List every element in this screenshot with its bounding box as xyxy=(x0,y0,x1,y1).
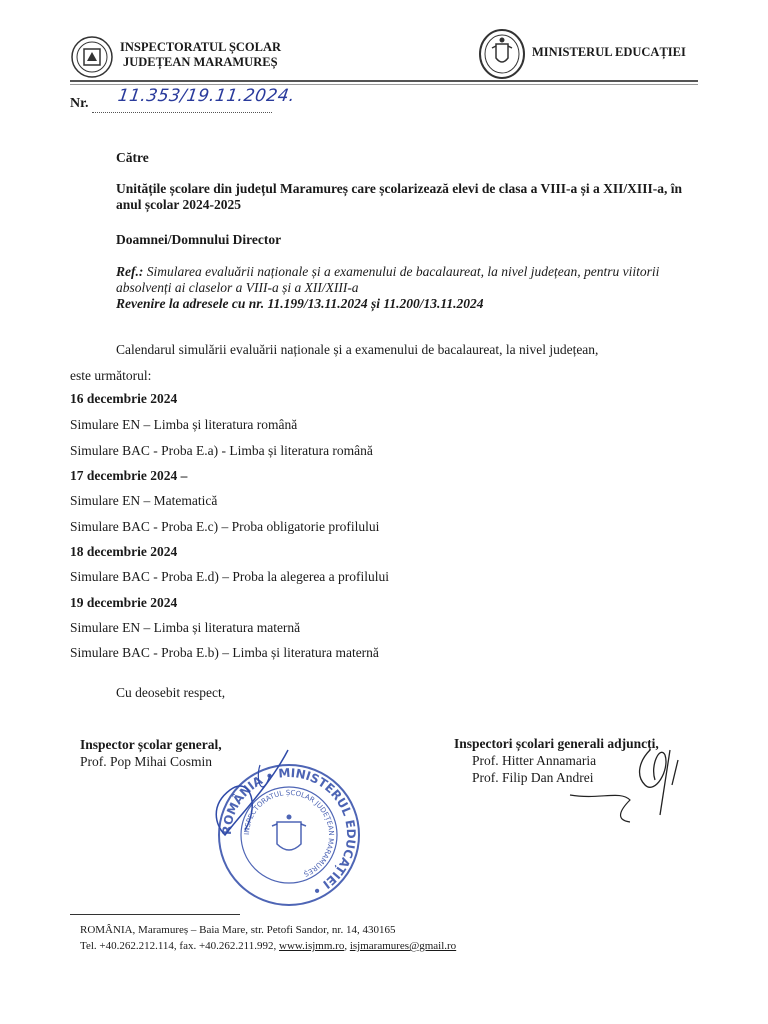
footer-separator: , xyxy=(344,940,350,952)
schedule-item: Simulare BAC - Proba E.d) – Proba la alegerea a profilului xyxy=(70,569,390,584)
intro-line2: este următorul: xyxy=(70,368,152,383)
schedule-item: Simulare BAC - Proba E.a) - Limba și literatura română xyxy=(70,443,373,458)
registration-handwritten-number: 11.353/19.11.2024. xyxy=(116,86,297,106)
schedule-item: Simulare BAC - Proba E.b) – Limba și literatura maternă xyxy=(70,645,379,660)
schedule-item: Simulare EN – Limba și literatura maternă xyxy=(70,620,301,635)
recipient-units: Unitățile școlare din județul Maramureș care școlarizează elevi de clasa a VIII-a și a XII/XIII-a, în anul școlar 2024-2025 xyxy=(116,181,682,212)
closing-text: Cu deosebit respect, xyxy=(116,685,226,700)
header-ministry: MINISTERUL EDUCAȚIEI xyxy=(532,45,686,59)
schedule-date-3: 18 decembrie 2024 xyxy=(70,544,178,559)
reference-label: Ref.: xyxy=(116,264,144,279)
isj-maramures-logo-icon xyxy=(70,35,114,79)
header-institution-line1: INSPECTORATUL ȘCOLAR xyxy=(120,40,282,54)
handwritten-signature-left xyxy=(200,745,300,845)
recipient-director: Doamnei/Domnului Director xyxy=(116,232,282,247)
intro-line1: Calendarul simulării evaluării naționale și a examenului de bacalaureat, la nivel județean, xyxy=(116,342,599,357)
stamp-outer-text: ROMÂNIA • MINISTERUL EDUCAȚIEI • xyxy=(219,765,359,899)
header-divider-thin xyxy=(70,84,698,85)
registration-label: Nr. xyxy=(70,96,89,111)
schedule-item: Simulare EN – Matematică xyxy=(70,493,218,508)
recipient-to: Către xyxy=(116,150,149,165)
schedule-item: Simulare BAC - Proba E.c) – Proba obligatorie profilului xyxy=(70,519,380,534)
footer-phone-fax: Tel. +40.262.212.114, fax. +40.262.211.992, xyxy=(80,940,280,952)
footer-email-link[interactable]: isjmaramures@gmail.ro xyxy=(349,940,457,952)
handwritten-signature-right xyxy=(560,740,690,830)
footer-website-link[interactable]: www.isjmm.ro xyxy=(279,940,345,952)
header-institution xyxy=(120,40,281,70)
signature-left-name: Prof. Pop Mihai Cosmin xyxy=(80,754,213,769)
reference-block xyxy=(116,264,696,312)
signature-right-title: Inspectori școlari generali adjuncți, xyxy=(454,736,659,751)
footer-contact xyxy=(80,940,456,952)
schedule-item: Simulare EN – Limba și literatura română xyxy=(70,417,298,432)
header-institution-line2: JUDEȚEAN MARAMUREȘ xyxy=(123,55,278,69)
signature-left-title: Inspector școlar general, xyxy=(80,737,222,752)
reference-subject: Simularea evaluării naționale și a examenului de bacalaureat, la nivel județean, pentru viitorii absolvenți ai claselor a VIII-a și a XII/XIII-a xyxy=(116,264,660,295)
footer-address: ROMÂNIA, Maramureș – Baia Mare, str. Petofi Sandor, nr. 14, 430165 xyxy=(80,924,396,936)
footer-divider xyxy=(70,914,240,915)
reference-revision: Revenire la adresele cu nr. 11.199/13.11.2024 și 11.200/13.11.2024 xyxy=(116,296,484,311)
romanian-government-crest-icon xyxy=(478,28,526,80)
schedule-date-1: 16 decembrie 2024 xyxy=(70,391,178,406)
header-divider xyxy=(70,80,698,82)
signature-right-name-1: Prof. Hitter Annamaria xyxy=(472,753,597,768)
schedule-date-2: 17 decembrie 2024 – xyxy=(70,468,188,483)
signature-right-name-2: Prof. Filip Dan Andrei xyxy=(472,770,594,785)
schedule-date-4: 19 decembrie 2024 xyxy=(70,595,178,610)
stamp-inner-text: INSPECTORATUL ȘCOLAR JUDEȚEAN MARAMUREȘ xyxy=(242,788,336,878)
